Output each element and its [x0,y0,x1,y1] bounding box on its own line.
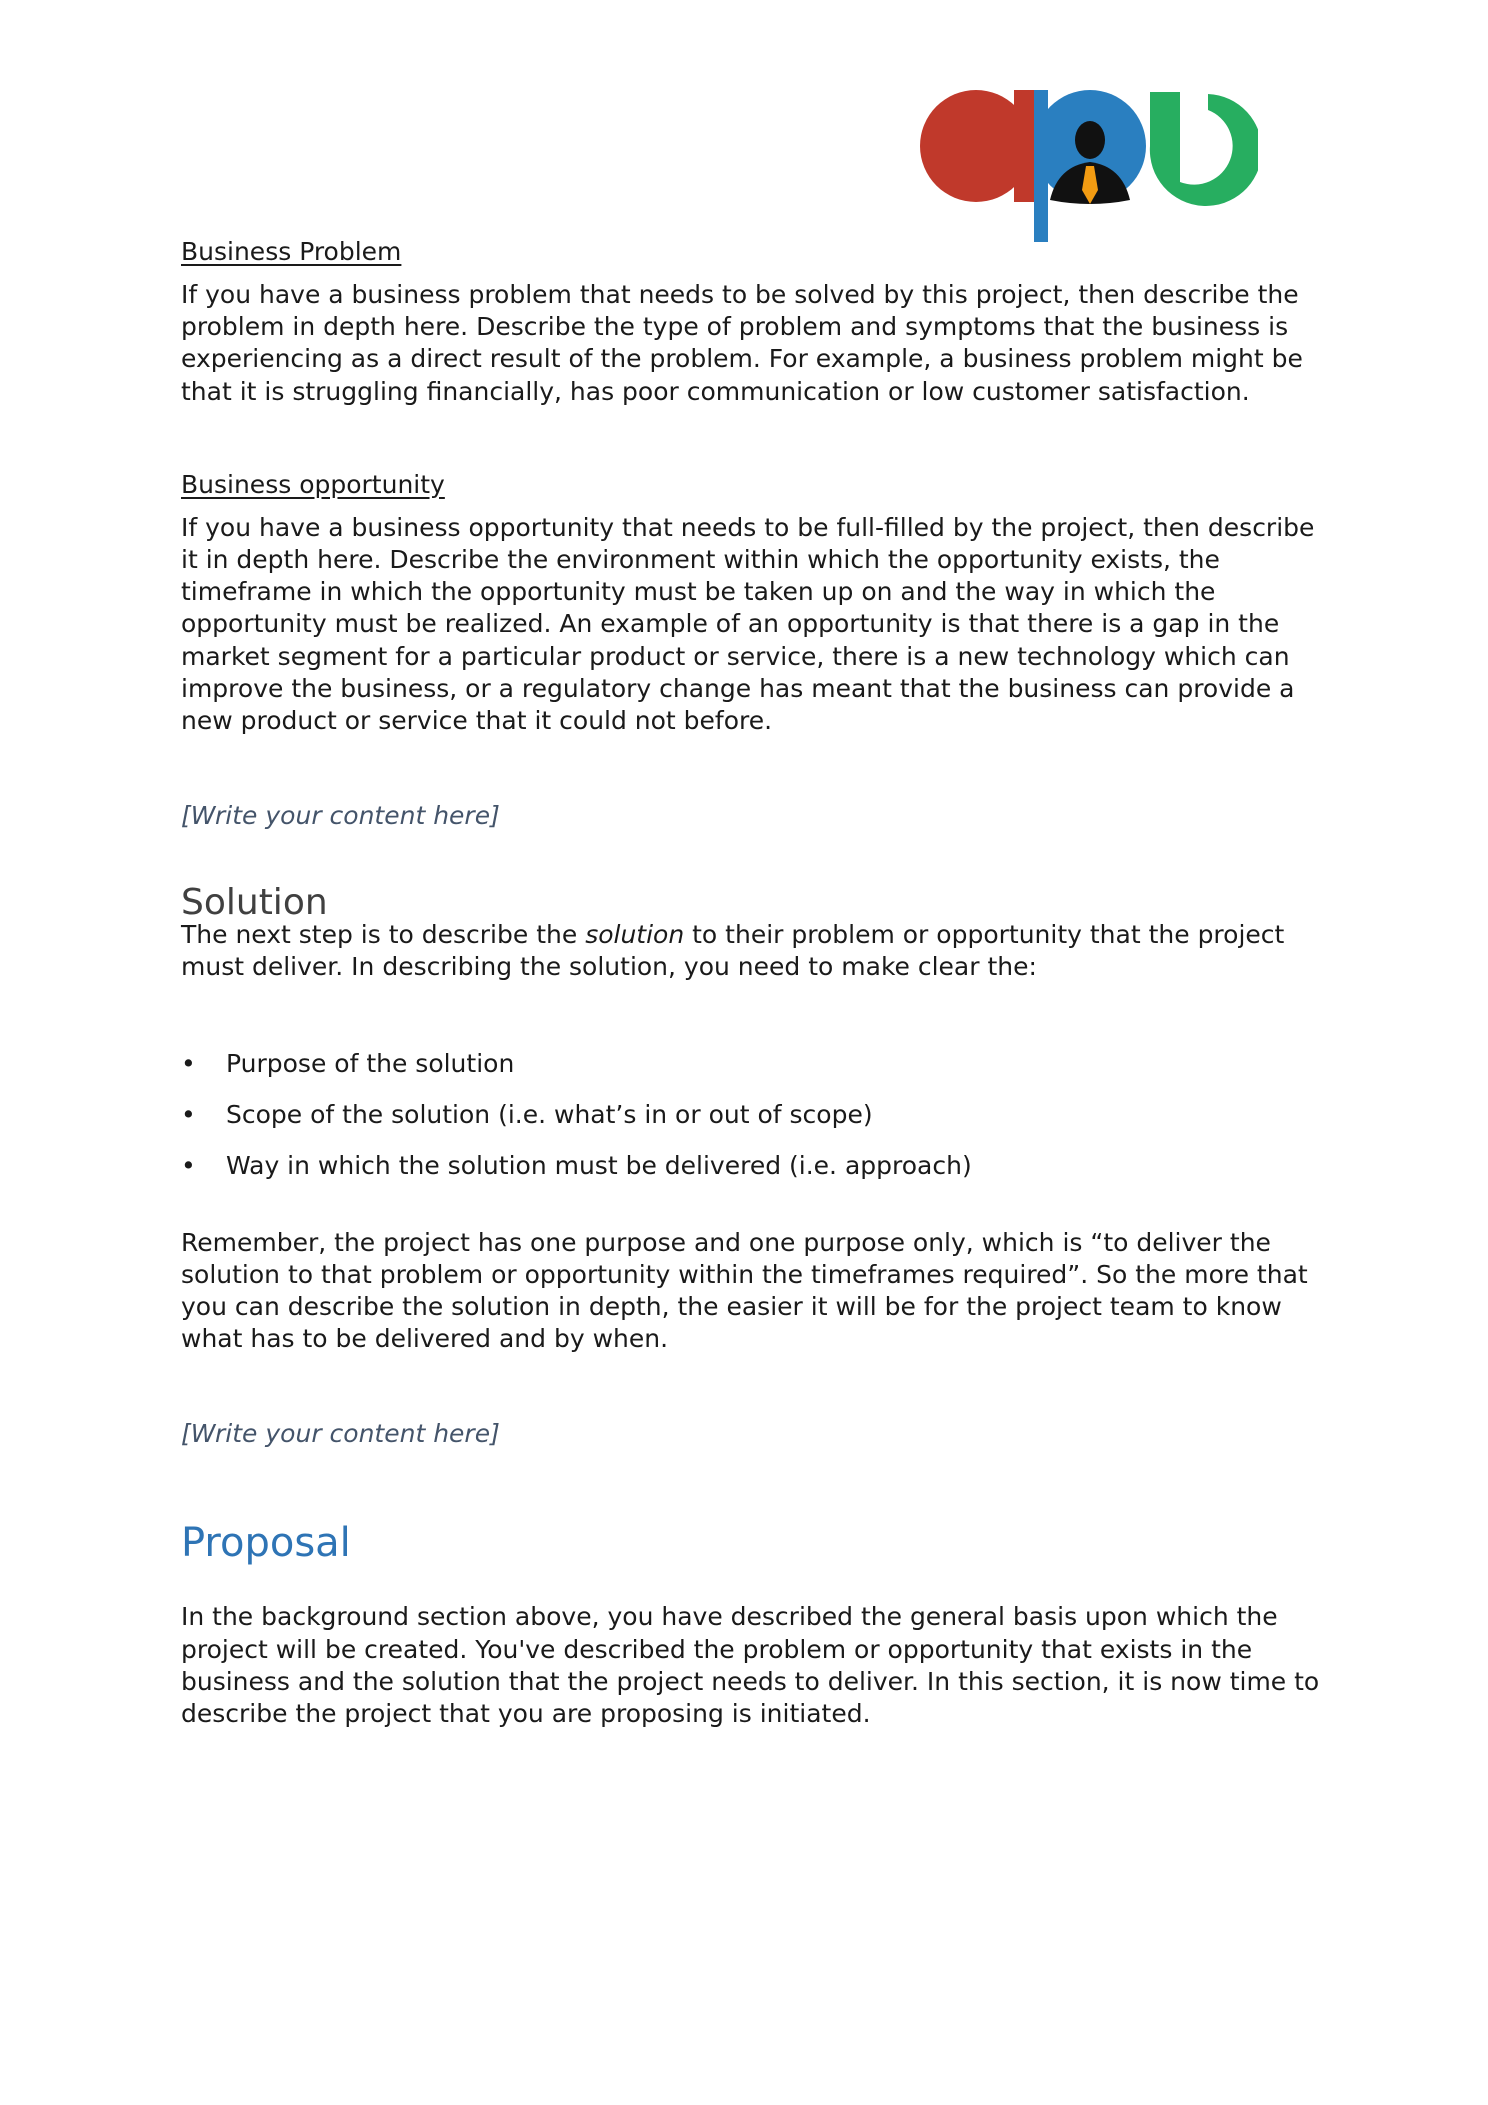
solution-intro-emphasis: solution [585,920,685,950]
logo-red-bar [1014,90,1036,202]
bullet-icon: • [181,1099,196,1129]
logo-blue-stem [1034,90,1048,242]
solution-heading: Solution [181,882,328,924]
bullet-icon: • [181,1150,196,1180]
proposal-body: In the background section above, you have described the general basis upon which the project will be created. You've described the problem or opportunity that exists in the business and the solution that the project needs to deliver. In this section, it is now time to describe the project that you are proposing is initiated. [181,1602,1320,1729]
person-head-icon [1075,121,1105,159]
logo-green-ring [1150,92,1258,206]
content-placeholder-1[interactable]: [Write your content here] [181,801,500,831]
bullet-icon: • [181,1048,196,1078]
solution-intro-start: The next step is to describe the [181,920,586,950]
solution-intro-end: to their problem or opportunity that the project must deliver. In describing the solution, you need to make clear the: [181,920,1285,982]
business-opportunity-body: If you have a business opportunity that needs to be full-filled by the project, then describe it in depth here. Describe the environment within which the opportunity exists, the timeframe in which the opportunity must be taken up on and the way in which the opportunity must be realized. An example of an opportunity is that there is a gap in the market segment for a particular product or service, there is a new technology which can improve the business, or a regulatory change has meant that the business can provide a new product or service that it could not before. [181,512,1315,736]
business-problem-heading: Business Problem [181,237,402,266]
list-item [181,1048,1321,1080]
solution-intro [181,919,1321,983]
list-item [181,1099,1321,1131]
list-item-text: Scope of the solution (i.e. what’s in or out of scope) [226,1099,873,1129]
proposal-heading: Proposal [181,1520,351,1567]
content-placeholder-2[interactable]: [Write your content here] [181,1419,500,1449]
solution-bullet-list [181,1048,1321,1182]
solution-remember-paragraph: Remember, the project has one purpose and one purpose only, which is “to deliver the solution to that problem or opportunity within the timeframes required”. So the more that you can describe the solution in depth, the easier it will be for the project team to know what has to be delivered and by when. [181,1227,1308,1354]
business-opportunity-heading: Business opportunity [181,469,445,499]
business-problem-body: If you have a business problem that needs to be solved by this project, then describe the problem in depth here. Describe the type of problem and symptoms that the business is experiencing as a direct result of the problem. For example, a business problem might be that it is struggling financially, has poor communication or low customer satisfaction. [181,280,1303,406]
document-content [181,236,1321,1730]
list-item-text: Purpose of the solution [226,1048,515,1078]
list-item [181,1150,1321,1182]
company-logo [918,82,1258,244]
list-item-text: Way in which the solution must be delivered (i.e. approach) [226,1150,972,1180]
